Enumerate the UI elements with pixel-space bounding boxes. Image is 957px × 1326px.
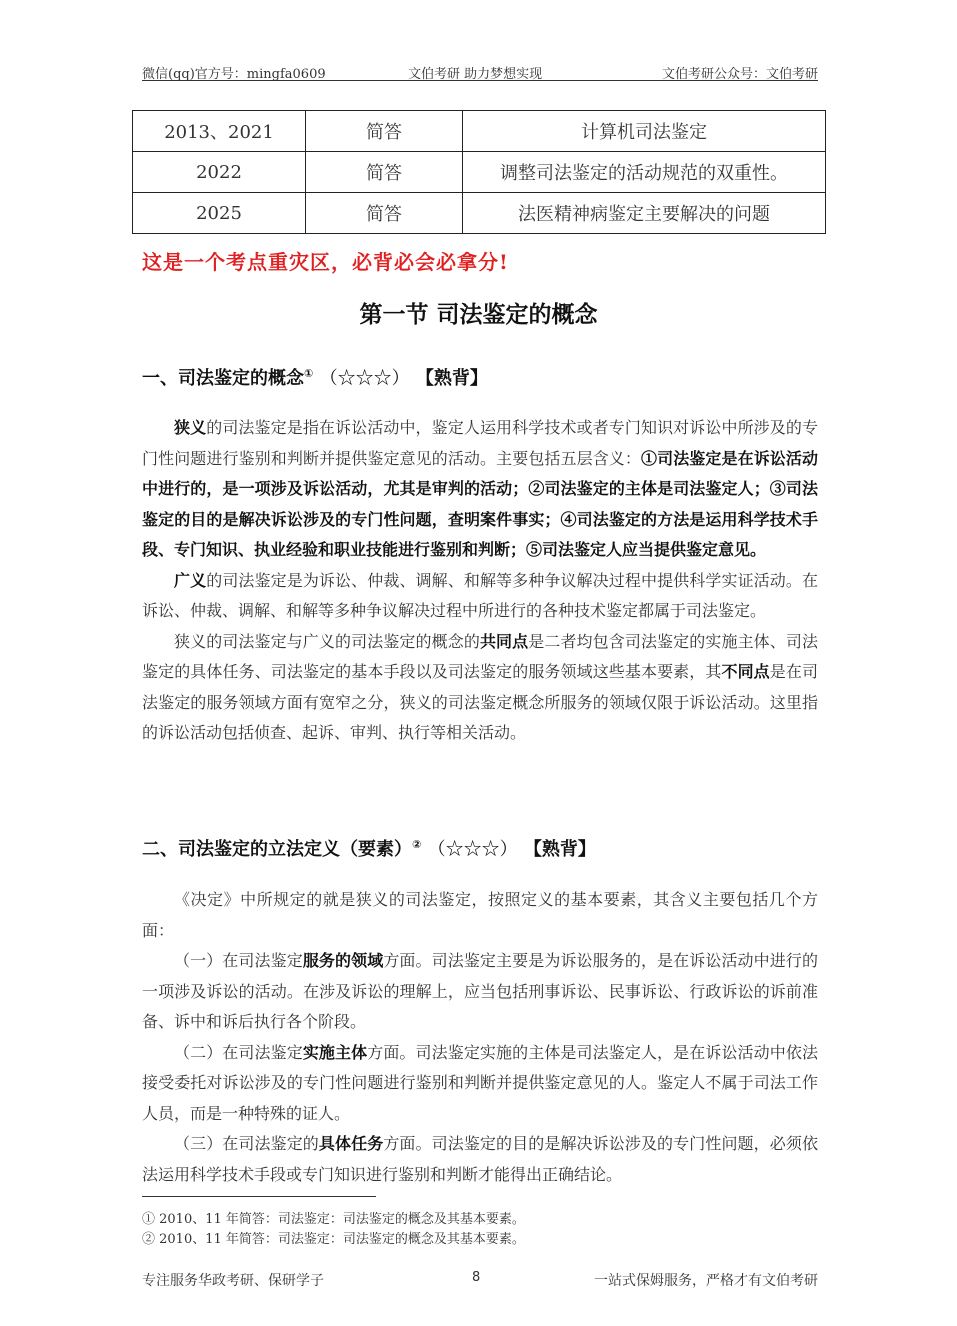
table-cell-type: 简答 [306, 193, 463, 234]
paragraph-intro: 《决定》中所规定的就是狭义的司法鉴定，按照定义的基本要素，其含义主要包括几个方面： [142, 890, 818, 940]
table-cell-type: 简答 [306, 111, 463, 152]
paragraph-broad-definition [142, 566, 818, 627]
footnote-ref[interactable]: ② [412, 838, 422, 851]
term-task: 具体任务 [318, 1134, 384, 1153]
paragraph-text: 的司法鉴定是为诉讼、仲裁、调解、和解等多种争议解决过程中提供科学实证活动。在诉讼、仲裁、调解、和解等多种争议解决过程中所进行的各种技术鉴定都属于司法鉴定。 [142, 570, 818, 620]
page-footer [142, 1270, 818, 1290]
five-meanings: ①司法鉴定是在诉讼活动中进行的，是一项涉及诉讼活动，尤其是审判的活动；②司法鉴定的主体是司法鉴定人；③司法鉴定的目的是解决诉讼涉及的专门性问题，查明案件事实；④司法鉴定的方法是运用科学技术手段、专门知识、执业经验和职业技能进行鉴别和判断；⑤司法鉴定人应当提供鉴定意见。 [142, 448, 818, 559]
term-narrow: 狭义 [174, 418, 207, 437]
table-cell-year: 2013、2021 [133, 111, 306, 152]
term-difference: 不同点 [721, 662, 770, 681]
footnote-1: ① 2010、11 年简答：司法鉴定：司法鉴定的概念及其基本要素。 [142, 1212, 525, 1227]
paragraph-text: 是在司法鉴定的服务领域方面有宽窄之分，狭义的司法鉴定概念所服务的领域仅限于诉讼活动。这里指的诉讼活动包括侦查、起诉、审判、执行等相关活动。 [142, 662, 818, 742]
footnote-2: ② 2010、11 年简答：司法鉴定：司法鉴定的概念及其基本要素。 [142, 1232, 525, 1247]
table-row [133, 152, 826, 193]
header-wechat-id: 微信(qq)官方号：mingfa0609 [142, 67, 326, 82]
paragraph-service-field [142, 946, 818, 1038]
table-row [133, 111, 826, 152]
header-public-account: 文伯考研公众号：文伯考研 [661, 67, 818, 82]
footer-service-slogan: 专注服务华政考研、保研学子 [142, 1273, 324, 1289]
table-cell-topic: 计算机司法鉴定 [463, 111, 826, 152]
paragraph-text: （二）在司法鉴定 [174, 1042, 303, 1062]
heading-text: 一、司法鉴定的概念 [142, 368, 304, 389]
table-row [133, 193, 826, 234]
paragraph-text: （一）在司法鉴定 [174, 951, 303, 970]
paragraph-text: 方面。司法鉴定实施的主体是司法鉴定人，是在诉讼活动中依法接受委托对诉讼涉及的专门性问题进行鉴别和判断并提供鉴定意见的人。鉴定人不属于司法工作人员，而是一种特殊的证人。 [142, 1042, 818, 1123]
paragraph-text: （三）在司法鉴定的 [174, 1134, 319, 1153]
term-service-field: 服务的领域 [302, 951, 384, 970]
footnote-divider [142, 1196, 376, 1197]
body-part-one [142, 413, 818, 749]
table-cell-topic: 法医精神病鉴定主要解决的问题 [463, 193, 826, 234]
heading-legislative-definition [142, 835, 596, 861]
paragraph-narrow-definition [142, 413, 818, 566]
table-cell-topic: 调整司法鉴定的活动规范的双重性。 [463, 152, 826, 193]
memorize-tag: 【熟背】 [523, 839, 596, 860]
footnote-ref[interactable]: ① [304, 367, 314, 380]
table-cell-year: 2022 [133, 152, 306, 193]
paragraph-text: 是二者均包含司法鉴定的实施主体、司法鉴定的具体任务、司法鉴定的基本手段以及司法鉴定的服务领域这些基本要素，其 [142, 631, 818, 681]
key-point-banner: 这是一个考点重灾区，必背必会必拿分! [142, 250, 509, 274]
section-title: 第一节 司法鉴定的概念 [359, 302, 598, 328]
paragraph-task [142, 1129, 818, 1190]
term-subject: 实施主体 [302, 1042, 368, 1062]
heading-text: 二、司法鉴定的立法定义（要素） [142, 839, 412, 860]
paragraph-text: 方面。司法鉴定主要是为诉讼服务的，是在诉讼活动中进行的一项涉及诉讼的活动。在涉及诉讼的理解上，应当包括刑事诉讼、民事诉讼、行政诉讼的诉前准备、诉中和诉后执行各个阶段。 [142, 951, 818, 1031]
footer-brand-slogan: 一站式保姆服务，严格才有文伯考研 [594, 1273, 818, 1289]
importance-stars: （☆☆☆） [427, 839, 518, 860]
table-cell-year: 2025 [133, 193, 306, 234]
table-cell-type: 简答 [306, 152, 463, 193]
paragraph-subject [142, 1038, 818, 1130]
term-common-point: 共同点 [479, 631, 529, 651]
page-header [142, 58, 818, 81]
memorize-tag: 【熟背】 [415, 368, 488, 389]
paragraph-text: 方面。司法鉴定的目的是解决诉讼涉及的专门性问题，必须依法运用科学技术手段或专门知识进行鉴别和判断才能得出正确结论。 [142, 1134, 818, 1184]
paragraph-text: 狭义的司法鉴定与广义的司法鉴定的概念的 [174, 631, 480, 651]
header-slogan: 文伯考研 助力梦想实现 [408, 67, 543, 82]
heading-concept [142, 364, 488, 390]
exam-history-table [132, 110, 826, 234]
importance-stars: （☆☆☆） [319, 368, 410, 389]
term-broad: 广义 [174, 570, 207, 590]
body-part-two [142, 885, 818, 1190]
page-number: 8 [472, 1270, 481, 1285]
paragraph-comparison [142, 627, 818, 749]
paragraph-text: 的司法鉴定是指在诉讼活动中，鉴定人运用科学技术或者专门知识对诉讼中所涉及的专门性问题进行鉴别和判断并提供鉴定意见的活动。主要包括五层含义： [142, 418, 818, 468]
